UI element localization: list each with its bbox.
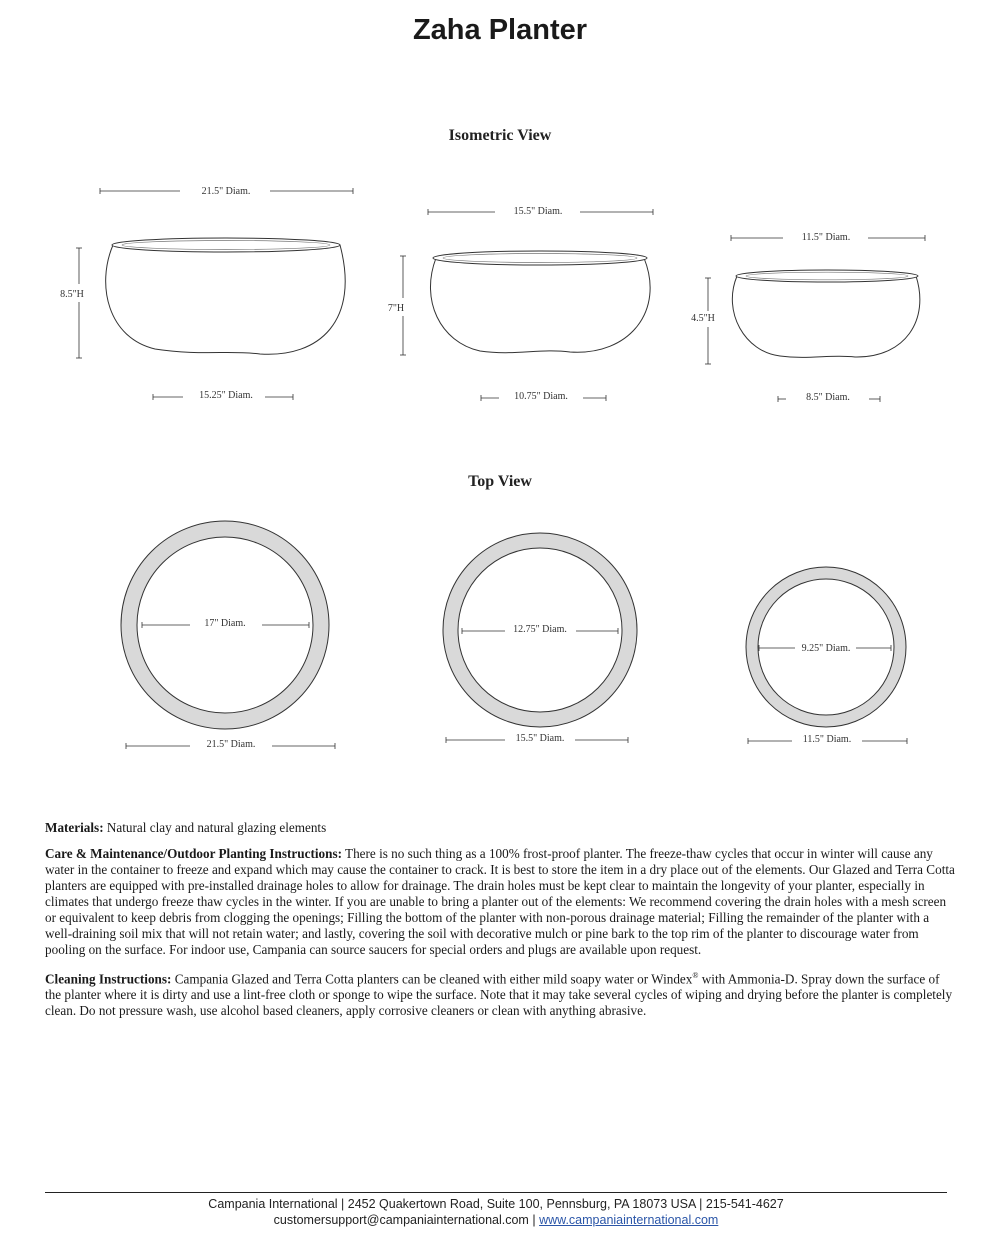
top-view-planter-medium — [443, 533, 637, 744]
iso-medium-top-diam-label: 15.5" Diam. — [513, 206, 563, 217]
top-small-outer-diam-label: 11.5" Diam. — [802, 734, 852, 745]
care-label: Care & Maintenance/Outdoor Planting Instructions: — [45, 846, 342, 861]
isometric-planter-small — [691, 232, 925, 403]
top-large-outer-diam-label: 21.5" Diam. — [206, 739, 256, 750]
iso-large-top-diam-label: 21.5" Diam. — [201, 186, 251, 197]
iso-small-top-diam-label: 11.5" Diam. — [801, 232, 851, 243]
footer-address: Campania International | 2452 Quakertown Road, Suite 100, Pennsburg, PA 18073 USA | 215-541-4627 — [208, 1197, 784, 1211]
care-text: There is no such thing as a 100% frost-proof planter. The freeze-thaw cycles that occur in winter will cause any water in the container to freeze and expand which may cause the container to crack. It is best to store the item in a dry place out of the elements. Our Glazed and Terra Cotta planters are equipped with pre-installed drainage holes to allow for drainage. The drain holes must be kept clear to maintain the longevity of your planter, especially in climates that undergo freeze thaw cycles in the winter. If you are unable to bring a planter out of the elements: We recommend covering the drain holes with a mesh screen or equivalent to keep debris from clogging the openings; Filling the bottom of the planter with non-porous drainage material; Filling the remainder of the planter with a well-draining soil mix that will not retain water; and lastly, covering the soil with decorative mulch or pine bark to the top rim of the planter to discourage water from pooling on the surface. For indoor use, Campania can source saucers for special orders and plugs are available upon request. — [45, 846, 955, 957]
description-section — [45, 820, 955, 1029]
isometric-view-heading: Isometric View — [448, 127, 552, 144]
iso-small-base-diam-label: 8.5" Diam. — [806, 392, 850, 403]
cleaning-label: Cleaning Instructions: — [45, 971, 172, 987]
cleaning-paragraph — [45, 968, 955, 1019]
isometric-planter-medium — [388, 206, 653, 402]
footer — [0, 1196, 992, 1228]
cleaning-text-after: with Ammonia-D. Spray down the surface of the planter where it is dirty and use a lint-free cloth or sponge to wipe the surface. Note that it may take several cycles of wiping and drying before the planter is completely clean. Do not pressure wash, use alcohol based cleaners, apply corrosive cleaners or clean with anything abrasive. — [45, 971, 953, 1019]
top-large-inner-diam-label: 17" Diam. — [204, 618, 246, 629]
iso-small-height-label: 4.5"H — [691, 313, 715, 324]
footer-email: customersupport@campaniainternational.com — [273, 1213, 529, 1227]
materials-label: Materials: — [45, 820, 104, 835]
top-view-planter-small — [746, 567, 907, 745]
top-medium-outer-diam-label: 15.5" Diam. — [515, 733, 565, 744]
page-title: Zaha Planter — [412, 14, 588, 46]
cleaning-text-before: Campania Glazed and Terra Cotta planters can be cleaned with either mild soapy water or Windex — [174, 971, 693, 987]
iso-medium-base-diam-label: 10.75" Diam. — [514, 391, 568, 402]
isometric-planter-large — [60, 186, 353, 401]
iso-large-base-diam-label: 15.25" Diam. — [199, 390, 253, 401]
materials-text: Natural clay and natural glazing elements — [106, 820, 327, 835]
top-view-planter-large — [121, 521, 335, 750]
footer-separator: | — [528, 1213, 540, 1227]
top-medium-inner-diam-label: 12.75" Diam. — [513, 624, 567, 635]
top-small-inner-diam-label: 9.25" Diam. — [801, 643, 851, 654]
footer-divider — [45, 1192, 947, 1193]
top-view-heading: Top View — [468, 473, 532, 490]
iso-large-height-label: 8.5"H — [60, 289, 84, 300]
registered-mark: ® — [692, 971, 699, 980]
materials-paragraph — [45, 820, 955, 836]
footer-contact — [0, 1212, 992, 1228]
iso-medium-height-label: 7"H — [387, 303, 405, 314]
footer-website-link[interactable]: www.campaniainternational.com — [539, 1213, 719, 1227]
care-paragraph — [45, 846, 955, 958]
